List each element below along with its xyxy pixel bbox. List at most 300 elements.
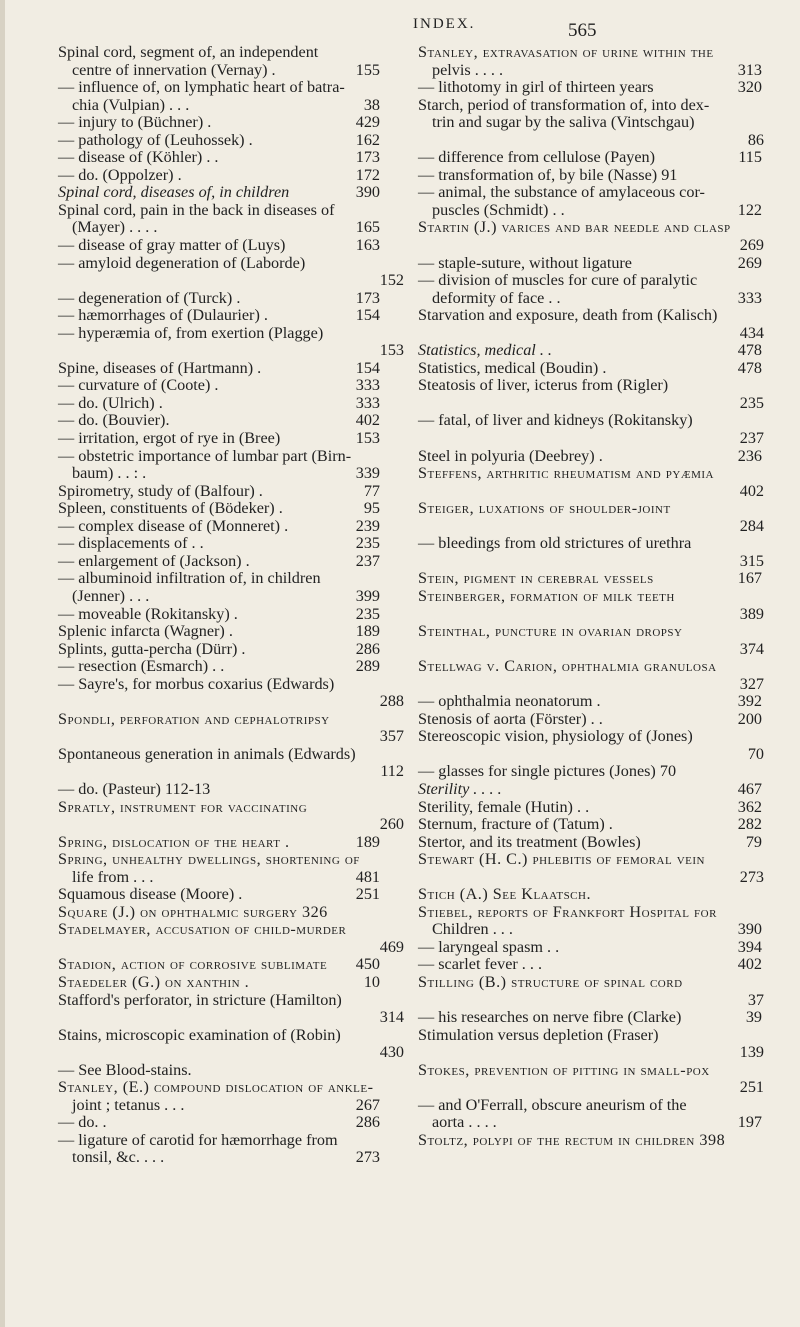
index-entry-text: — See Blood-stains. bbox=[58, 1060, 192, 1079]
index-entry-text: — disease of gray matter of (Luys) bbox=[58, 236, 286, 255]
index-entry-text: Stafford's perforator, in stricture (Hamilton) bbox=[58, 990, 342, 1009]
index-page-ref: 153 bbox=[355, 429, 380, 448]
index-entry-line bbox=[58, 149, 404, 167]
index-entry-text: — do. . bbox=[58, 1113, 107, 1132]
index-entry-line bbox=[58, 1027, 404, 1045]
index-page-ref: 189 bbox=[355, 832, 380, 851]
index-entry-line bbox=[58, 237, 404, 255]
index-entry-line bbox=[58, 255, 404, 273]
index-entry-line bbox=[418, 325, 764, 343]
index-entry-text: Stertor, and its treatment (Bowles) bbox=[418, 832, 641, 851]
index-entry-line bbox=[418, 781, 764, 799]
index-entry-line bbox=[58, 553, 404, 571]
index-page-ref: 269 bbox=[737, 253, 762, 272]
index-page-ref: 288 bbox=[379, 692, 404, 711]
index-entry-text: Stellwag v. Carion, ophthalmia granulosa bbox=[418, 657, 717, 676]
index-page-ref: 313 bbox=[737, 60, 762, 79]
index-entry-line bbox=[418, 711, 764, 729]
index-entry-line bbox=[418, 62, 764, 80]
index-entry-line bbox=[418, 1027, 764, 1045]
index-entry-line bbox=[418, 149, 764, 167]
index-entry-text: — displacements of . . bbox=[58, 534, 204, 553]
index-entry-text: Splints, gutta-percha (Dürr) . bbox=[58, 639, 246, 658]
index-entry-text: Stains, microscopic examination of (Robin) bbox=[58, 1025, 341, 1044]
index-entry-line bbox=[418, 465, 764, 483]
index-entry-text: — animal, the substance of amylaceous cor- bbox=[418, 183, 705, 202]
index-page-ref: 333 bbox=[737, 288, 762, 307]
index-entry-line bbox=[418, 79, 764, 97]
index-entry-text: — hæmorrhages of (Dulaurier) . bbox=[58, 306, 268, 325]
index-entry-line bbox=[58, 518, 404, 536]
index-entry-text: Steatosis of liver, icterus from (Rigler) bbox=[418, 376, 669, 395]
index-entry-text: Spondli, perforation and cephalotripsy bbox=[58, 709, 330, 728]
index-entry-text: Stokes, prevention of pitting in small-pox bbox=[418, 1060, 710, 1079]
index-entry-line bbox=[58, 886, 404, 904]
index-entry-text: — do. (Ulrich) . bbox=[58, 393, 163, 412]
index-page-ref: 197 bbox=[737, 1113, 762, 1132]
index-entry-text: — disease of (Köhler) . . bbox=[58, 148, 219, 167]
index-page-ref: 394 bbox=[737, 937, 762, 956]
index-entry-line bbox=[418, 395, 764, 413]
index-entry-line bbox=[58, 219, 404, 237]
index-entry-line bbox=[58, 167, 404, 185]
index-entry-line bbox=[58, 535, 404, 553]
index-column-left bbox=[58, 44, 404, 1167]
index-page-ref: 115 bbox=[738, 148, 762, 167]
index-entry-line bbox=[58, 623, 404, 641]
index-entry-line bbox=[58, 44, 404, 62]
index-page-ref: 173 bbox=[355, 148, 380, 167]
index-page-ref: 251 bbox=[739, 1078, 764, 1097]
index-entry-line bbox=[58, 974, 404, 992]
index-page-ref: 273 bbox=[355, 1148, 380, 1167]
index-entry-text: Spring, unhealthy dwellings, shortening of bbox=[58, 850, 360, 869]
index-entry-line bbox=[418, 184, 764, 202]
index-entry-line bbox=[418, 132, 764, 150]
index-entry-line bbox=[58, 377, 404, 395]
index-page-ref: 77 bbox=[363, 481, 380, 500]
index-entry-text: pelvis . . . . bbox=[432, 60, 504, 79]
index-page-ref: 39 bbox=[745, 1008, 762, 1027]
index-entry-text: Splenic infarcta (Wagner) . bbox=[58, 622, 233, 641]
index-entry-text: joint ; tetanus . . . bbox=[72, 1095, 185, 1114]
index-page-ref: 478 bbox=[737, 341, 762, 360]
index-entry-line bbox=[418, 904, 764, 922]
index-page-ref: 362 bbox=[737, 797, 762, 816]
index-page-ref: 390 bbox=[737, 920, 762, 939]
index-entry-line bbox=[418, 939, 764, 957]
index-entry-text: — do. (Pasteur) 112-13 bbox=[58, 779, 211, 798]
index-page-ref: 289 bbox=[355, 657, 380, 676]
index-entry-text: Steel in polyuria (Deebrey) . bbox=[418, 446, 603, 465]
index-entry-text: — pathology of (Leuhossek) . bbox=[58, 130, 253, 149]
index-entry-text: Steffens, arthritic rheumatism and pyæmia bbox=[418, 464, 714, 483]
index-entry-line bbox=[418, 588, 764, 606]
index-entry-line bbox=[418, 255, 764, 273]
index-entry-line bbox=[418, 623, 764, 641]
index-entry-line bbox=[58, 816, 404, 834]
index-entry-line bbox=[58, 1062, 404, 1080]
index-page-ref: 284 bbox=[739, 516, 764, 535]
index-page-ref: 333 bbox=[355, 376, 380, 395]
index-entry-line bbox=[418, 1009, 764, 1027]
index-page-ref: 478 bbox=[737, 358, 762, 377]
index-entry-line bbox=[418, 377, 764, 395]
index-entry-text: — do. (Bouvier). bbox=[58, 411, 170, 430]
index-entry-line bbox=[58, 114, 404, 132]
index-entry-text: — albuminoid infiltration of, in children bbox=[58, 569, 321, 588]
index-entry-text: Spratly, instrument for vaccinating bbox=[58, 797, 308, 816]
index-page-ref: 95 bbox=[363, 499, 380, 518]
index-page-ref: 155 bbox=[355, 60, 380, 79]
index-entry-text: baum) . . : . bbox=[72, 464, 147, 483]
index-entry-line bbox=[58, 1097, 404, 1115]
index-entry-text: Starvation and exposure, death from (Kalisch) bbox=[418, 306, 718, 325]
index-entry-text: — lithotomy in girl of thirteen years bbox=[418, 78, 654, 97]
index-entry-line bbox=[418, 834, 764, 852]
index-entry-text: — obstetric importance of lumbar part (Birn- bbox=[58, 446, 352, 465]
index-entry-line bbox=[418, 816, 764, 834]
index-page-ref: 189 bbox=[355, 622, 380, 641]
index-entry-line bbox=[418, 290, 764, 308]
index-entry-text: aorta . . . . bbox=[432, 1113, 497, 1132]
index-entry-line bbox=[418, 535, 764, 553]
index-page-ref: 333 bbox=[355, 393, 380, 412]
index-page-ref: 469 bbox=[379, 937, 404, 956]
index-entry-line bbox=[58, 395, 404, 413]
index-entry-line bbox=[418, 658, 764, 676]
index-page-ref: 402 bbox=[737, 955, 762, 974]
index-page-ref: 235 bbox=[355, 604, 380, 623]
index-entry-text: — division of muscles for cure of paralytic bbox=[418, 271, 698, 290]
index-entry-line bbox=[418, 1079, 764, 1097]
index-entry-line bbox=[418, 44, 764, 62]
index-entry-text: (Mayer) . . . . bbox=[72, 218, 158, 237]
index-page-ref: 10 bbox=[363, 972, 380, 991]
index-entry-text: tonsil, &c. . . . bbox=[72, 1148, 165, 1167]
index-entry-line bbox=[418, 921, 764, 939]
index-entry-text: Statistics, medical . . bbox=[418, 341, 552, 360]
index-entry-line bbox=[58, 1149, 404, 1167]
index-entry-text: Spring, dislocation of the heart . bbox=[58, 832, 290, 851]
index-entry-text: Spinal cord, segment of, an independent bbox=[58, 43, 319, 61]
index-entry-line bbox=[418, 167, 764, 185]
index-page-ref: 236 bbox=[737, 446, 762, 465]
index-entry-line bbox=[418, 641, 764, 659]
index-page-ref: 327 bbox=[739, 674, 764, 693]
index-entry-text: Stanley, (E.) compound dislocation of ankle- bbox=[58, 1078, 374, 1097]
index-page-ref: 315 bbox=[739, 551, 764, 570]
index-entry-line bbox=[418, 676, 764, 694]
index-entry-line bbox=[58, 763, 404, 781]
index-entry-line bbox=[58, 448, 404, 466]
index-page-ref: 251 bbox=[355, 885, 380, 904]
index-page-ref: 314 bbox=[379, 1008, 404, 1027]
index-entry-text: — ophthalmia neonatorum . bbox=[418, 692, 601, 711]
index-entry-text: Stenosis of aorta (Förster) . . bbox=[418, 709, 603, 728]
index-entry-line bbox=[58, 1114, 404, 1132]
index-entry-line bbox=[58, 325, 404, 343]
index-page-ref: 286 bbox=[355, 1113, 380, 1132]
index-entry-text: — his researches on nerve fibre (Clarke) bbox=[418, 1008, 682, 1027]
index-page-ref: 112 bbox=[380, 762, 404, 781]
index-entry-line bbox=[58, 676, 404, 694]
page-number: 565 bbox=[568, 20, 597, 41]
index-entry-text: — irritation, ergot of rye in (Bree) bbox=[58, 429, 281, 448]
index-entry-text: — scarlet fever . . . bbox=[418, 955, 543, 974]
index-entry-line bbox=[418, 483, 764, 501]
index-entry-text: — bleedings from old strictures of urethra bbox=[418, 534, 692, 553]
index-entry-text: Spine, diseases of (Hartmann) . bbox=[58, 358, 262, 377]
index-entry-line bbox=[418, 799, 764, 817]
index-entry-text: — injury to (Büchner) . bbox=[58, 113, 212, 132]
index-page-ref: 235 bbox=[739, 393, 764, 412]
page-gutter-shadow bbox=[0, 0, 5, 1327]
index-entry-text: Spleen, constituents of (Bödeker) . bbox=[58, 499, 283, 518]
index-page-ref: 165 bbox=[355, 218, 380, 237]
index-entry-line bbox=[418, 886, 764, 904]
index-entry-text: Steinberger, formation of milk teeth bbox=[418, 586, 675, 605]
index-entry-text: Startin (J.) varices and bar needle and clasp bbox=[418, 218, 731, 237]
index-entry-line bbox=[418, 412, 764, 430]
index-entry-line bbox=[58, 869, 404, 887]
index-entry-line bbox=[58, 272, 404, 290]
index-page-ref: 357 bbox=[379, 727, 404, 746]
page-header bbox=[0, 6, 800, 46]
index-page-ref: 235 bbox=[355, 534, 380, 553]
index-entry-text: trin and sugar by the saliva (Vintschgau) bbox=[432, 113, 695, 132]
index-entry-text: Stewart (H. C.) phlebitis of femoral vein bbox=[418, 850, 705, 869]
index-entry-line bbox=[58, 483, 404, 501]
index-entry-text: Spinal cord, diseases of, in children bbox=[58, 183, 290, 202]
index-entry-line bbox=[418, 1132, 764, 1150]
index-entry-line bbox=[58, 834, 404, 852]
index-page-ref: 402 bbox=[355, 411, 380, 430]
index-entry-text: Stanley, extravasation of urine within the bbox=[418, 43, 714, 61]
index-entry-text: Staedeler (G.) on xanthin . bbox=[58, 972, 250, 991]
index-entry-line bbox=[418, 553, 764, 571]
index-entry-line bbox=[58, 956, 404, 974]
index-page-ref: 139 bbox=[739, 1043, 764, 1062]
index-page-ref: 269 bbox=[739, 236, 764, 255]
index-entry-line bbox=[58, 465, 404, 483]
index-entry-line bbox=[418, 992, 764, 1010]
index-entry-text: centre of innervation (Vernay) . bbox=[72, 60, 276, 79]
index-entry-line bbox=[418, 728, 764, 746]
index-entry-text: (Jenner) . . . bbox=[72, 586, 150, 605]
index-page-ref: 260 bbox=[379, 815, 404, 834]
index-entry-text: Steiger, luxations of shoulder-joint bbox=[418, 499, 671, 518]
index-page-ref: 374 bbox=[739, 639, 764, 658]
index-entry-text: Spinal cord, pain in the back in diseases of bbox=[58, 200, 335, 219]
index-entry-line bbox=[58, 79, 404, 97]
index-page-ref: 320 bbox=[737, 78, 762, 97]
index-page-ref: 122 bbox=[737, 200, 762, 219]
index-entry-line bbox=[418, 1114, 764, 1132]
index-page-ref: 237 bbox=[739, 429, 764, 448]
index-entry-line bbox=[418, 851, 764, 869]
index-entry-text: Square (J.) on ophthalmic surgery 326 bbox=[58, 902, 328, 921]
index-page-ref: 267 bbox=[355, 1095, 380, 1114]
index-entry-line bbox=[418, 430, 764, 448]
index-page-ref: 167 bbox=[737, 569, 762, 588]
index-page-ref: 154 bbox=[355, 306, 380, 325]
index-entry-line bbox=[58, 693, 404, 711]
index-entry-text: Stiebel, reports of Frankfort Hospital for bbox=[418, 902, 717, 921]
index-entry-line bbox=[418, 272, 764, 290]
index-page-ref: 481 bbox=[355, 867, 380, 886]
index-entry-text: — glasses for single pictures (Jones) 70 bbox=[418, 762, 677, 781]
index-entry-line bbox=[58, 360, 404, 378]
index-page-ref: 467 bbox=[737, 779, 762, 798]
index-entry-line bbox=[58, 992, 404, 1010]
index-entry-line bbox=[418, 360, 764, 378]
index-entry-text: — amyloid degeneration of (Laborde) bbox=[58, 253, 306, 272]
index-entry-line bbox=[418, 448, 764, 466]
index-entry-line bbox=[58, 97, 404, 115]
index-entry-text: Stein, pigment in cerebral vessels bbox=[418, 569, 654, 588]
index-page-ref: 450 bbox=[355, 955, 380, 974]
index-entry-line bbox=[58, 430, 404, 448]
index-entry-text: Steinthal, puncture in ovarian dropsy bbox=[418, 622, 683, 641]
index-entry-line bbox=[418, 518, 764, 536]
index-entry-line bbox=[418, 1044, 764, 1062]
index-entry-text: — resection (Esmarch) . . bbox=[58, 657, 225, 676]
index-entry-text: Stadelmayer, accusation of child-murder bbox=[58, 920, 347, 939]
index-page-ref: 286 bbox=[355, 639, 380, 658]
index-entry-text: Statistics, medical (Boudin) . bbox=[418, 358, 607, 377]
index-entry-text: Starch, period of transformation of, into dex- bbox=[418, 95, 710, 114]
index-entry-line bbox=[58, 921, 404, 939]
index-entry-line bbox=[58, 62, 404, 80]
index-entry-line bbox=[58, 290, 404, 308]
index-entry-line bbox=[418, 342, 764, 360]
index-entry-text: chia (Vulpian) . . . bbox=[72, 95, 190, 114]
index-entry-line bbox=[58, 184, 404, 202]
index-entry-line bbox=[58, 799, 404, 817]
index-page-ref: 389 bbox=[739, 604, 764, 623]
index-entry-line bbox=[58, 1044, 404, 1062]
index-entry-text: Spirometry, study of (Balfour) . bbox=[58, 481, 263, 500]
index-entry-line bbox=[58, 1009, 404, 1027]
index-entry-text: Sternum, fracture of (Tatum) . bbox=[418, 815, 613, 834]
index-entry-text: — do. (Oppolzer) . bbox=[58, 165, 182, 184]
index-entry-line bbox=[58, 570, 404, 588]
index-entry-text: deformity of face . . bbox=[432, 288, 561, 307]
index-entry-text: — fatal, of liver and kidneys (Rokitansky) bbox=[418, 411, 693, 430]
index-entry-line bbox=[418, 606, 764, 624]
index-page-ref: 273 bbox=[739, 867, 764, 886]
index-entry-line bbox=[418, 237, 764, 255]
index-entry-line bbox=[58, 500, 404, 518]
index-entry-text: Children . . . bbox=[432, 920, 513, 939]
index-entry-text: Sterility . . . . bbox=[418, 779, 502, 798]
index-page-ref: 339 bbox=[355, 464, 380, 483]
index-entry-line bbox=[58, 851, 404, 869]
index-entry-text: — enlargement of (Jackson) . bbox=[58, 551, 250, 570]
index-entry-text: — laryngeal spasm . . bbox=[418, 937, 560, 956]
index-entry-line bbox=[418, 114, 764, 132]
index-entry-text: — curvature of (Coote) . bbox=[58, 376, 219, 395]
index-entry-text: — degeneration of (Turck) . bbox=[58, 288, 241, 307]
running-head: INDEX. bbox=[413, 16, 476, 32]
index-page-ref: 237 bbox=[355, 551, 380, 570]
index-page-ref: 172 bbox=[355, 165, 380, 184]
index-page-ref: 173 bbox=[355, 288, 380, 307]
index-entry-text: — difference from cellulose (Payen) bbox=[418, 148, 656, 167]
index-entry-line bbox=[58, 412, 404, 430]
index-entry-text: Stereoscopic vision, physiology of (Jones) bbox=[418, 727, 693, 746]
index-entry-line bbox=[58, 904, 404, 922]
index-entry-text: Stoltz, polypi of the rectum in children 398 bbox=[418, 1130, 726, 1149]
index-entry-line bbox=[418, 1097, 764, 1115]
index-entry-text: Spontaneous generation in animals (Edwards) bbox=[58, 744, 356, 763]
index-entry-line bbox=[418, 746, 764, 764]
index-entry-line bbox=[58, 939, 404, 957]
index-entry-text: Squamous disease (Moore) . bbox=[58, 885, 243, 904]
index-entry-text: Stich (A.) See Klaatsch. bbox=[418, 885, 592, 904]
index-page-ref: 79 bbox=[745, 832, 762, 851]
index-entry-line bbox=[418, 570, 764, 588]
index-entry-line bbox=[58, 132, 404, 150]
index-page-ref: 282 bbox=[737, 815, 762, 834]
index-entry-line bbox=[58, 658, 404, 676]
index-entry-line bbox=[418, 219, 764, 237]
index-entry-line bbox=[58, 342, 404, 360]
index-entry-line bbox=[58, 746, 404, 764]
index-page-ref: 392 bbox=[737, 692, 762, 711]
index-page-ref: 86 bbox=[747, 130, 764, 149]
index-entry-line bbox=[418, 97, 764, 115]
index-entry-line bbox=[58, 641, 404, 659]
index-entry-line bbox=[58, 606, 404, 624]
index-page-ref: 390 bbox=[355, 183, 380, 202]
index-entry-line bbox=[418, 869, 764, 887]
index-entry-line bbox=[418, 974, 764, 992]
index-column-right bbox=[418, 44, 764, 1149]
index-page-ref: 434 bbox=[739, 323, 764, 342]
index-page-ref: 152 bbox=[379, 271, 404, 290]
index-entry-text: Stimulation versus depletion (Fraser) bbox=[418, 1025, 659, 1044]
index-page-ref: 153 bbox=[379, 341, 404, 360]
index-entry-line bbox=[58, 1079, 404, 1097]
index-page-ref: 37 bbox=[747, 990, 764, 1009]
index-entry-text: — and O'Ferrall, obscure aneurism of the bbox=[418, 1095, 687, 1114]
index-entry-text: Stilling (B.) structure of spinal cord bbox=[418, 972, 683, 991]
index-entry-line bbox=[58, 307, 404, 325]
index-entry-line bbox=[58, 1132, 404, 1150]
index-page-ref: 402 bbox=[739, 481, 764, 500]
index-entry-text: — hyperæmia of, from exertion (Plagge) bbox=[58, 323, 324, 342]
index-entry-text: — influence of, on lymphatic heart of batra- bbox=[58, 78, 345, 97]
index-entry-text: life from . . . bbox=[72, 867, 154, 886]
index-entry-text: — ligature of carotid for hæmorrhage from bbox=[58, 1130, 338, 1149]
index-entry-line bbox=[418, 956, 764, 974]
index-entry-line bbox=[418, 202, 764, 220]
index-entry-text: — complex disease of (Monneret) . bbox=[58, 516, 289, 535]
index-entry-line bbox=[58, 711, 404, 729]
index-entry-text: puscles (Schmidt) . . bbox=[432, 200, 565, 219]
index-page-ref: 70 bbox=[747, 744, 764, 763]
index-page-ref: 200 bbox=[737, 709, 762, 728]
index-page-ref: 430 bbox=[379, 1043, 404, 1062]
index-entry-line bbox=[58, 588, 404, 606]
index-page-ref: 38 bbox=[363, 95, 380, 114]
index-entry-text: Sterility, female (Hutin) . . bbox=[418, 797, 590, 816]
index-entry-text: — moveable (Rokitansky) . bbox=[58, 604, 238, 623]
index-entry-line bbox=[418, 500, 764, 518]
index-entry-line bbox=[58, 728, 404, 746]
